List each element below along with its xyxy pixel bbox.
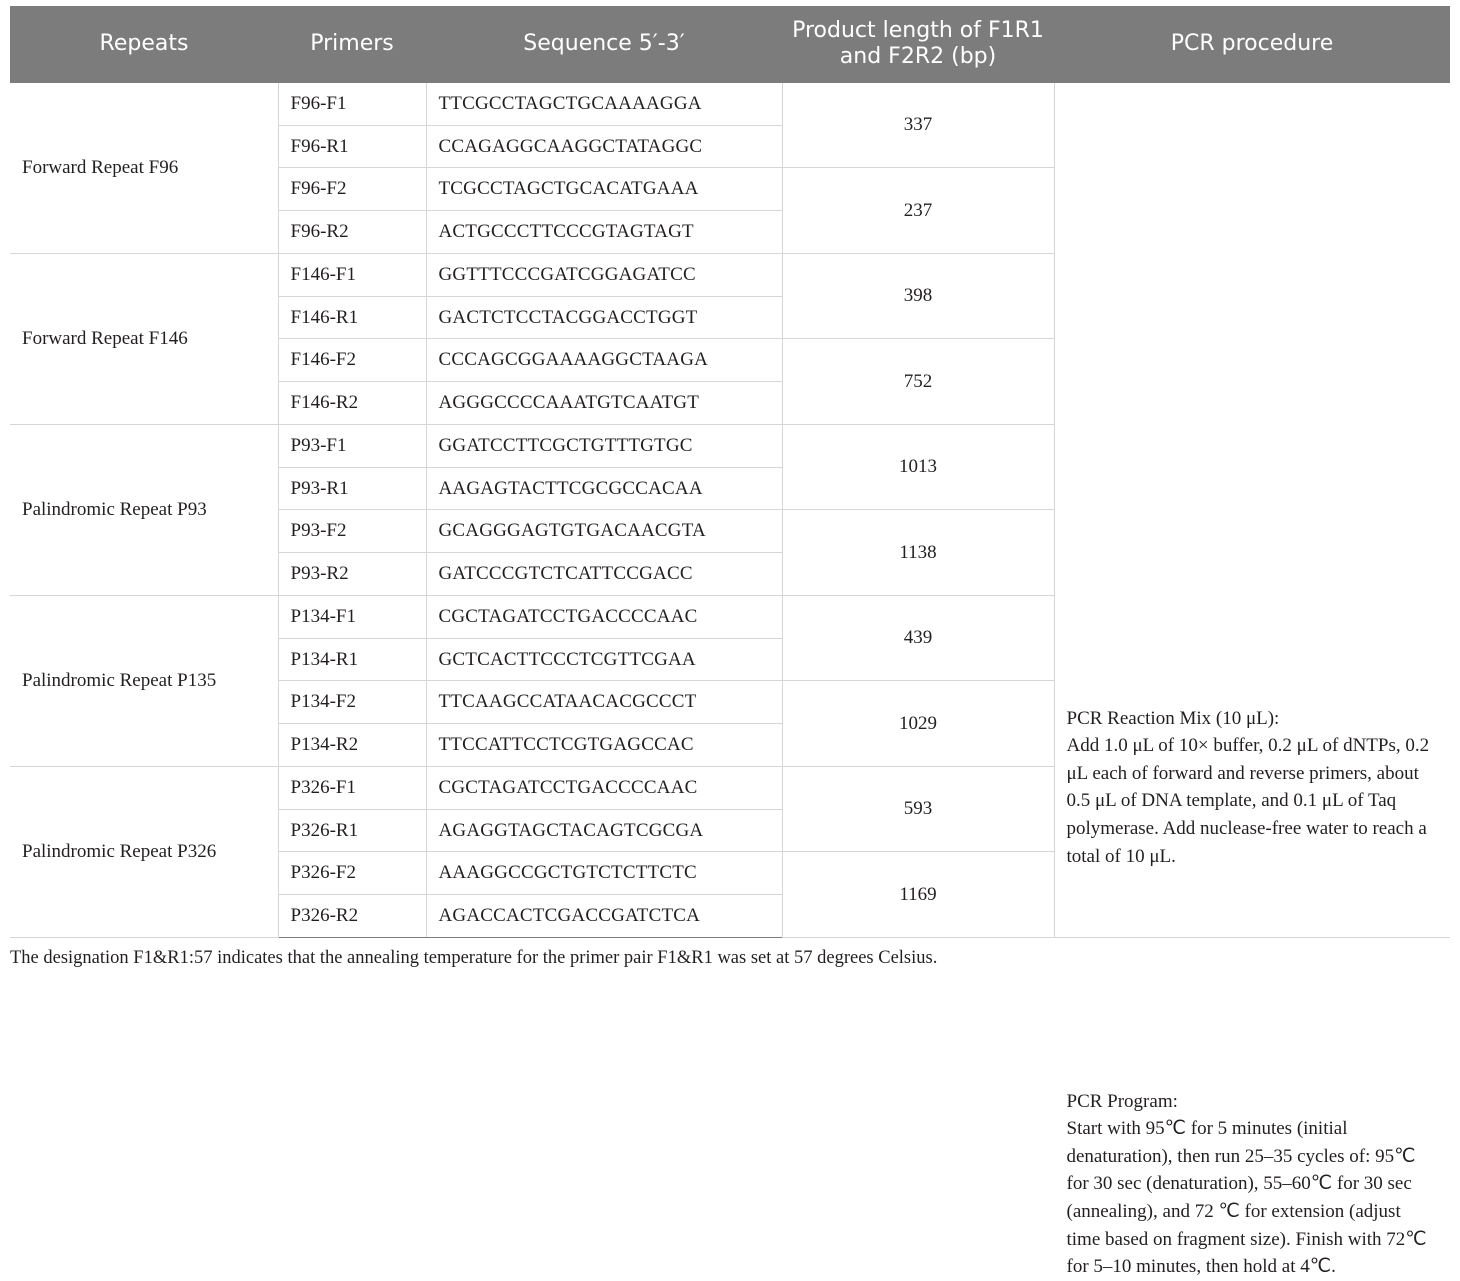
primer-name: P93-R2 (278, 553, 426, 596)
primer-name: F146-R2 (278, 382, 426, 425)
primer-sequence: TTCGCCTAGCTGCAAAAGGA (426, 83, 782, 125)
pcr-procedure-cell (1054, 83, 1450, 1278)
primer-name: P134-F2 (278, 681, 426, 724)
primer-sequence: AGAGGTAGCTACAGTCGCGA (426, 809, 782, 852)
primer-sequence: TTCCATTCCTCGTGAGCCAC (426, 724, 782, 767)
primer-name: P326-F1 (278, 766, 426, 809)
primer-name: F96-R2 (278, 211, 426, 254)
product-length: 1138 (782, 510, 1054, 596)
primer-sequence: GCTCACTTCCCTCGTTCGAA (426, 638, 782, 681)
primer-name: P134-F1 (278, 595, 426, 638)
primer-name: P326-F2 (278, 852, 426, 895)
table-row (10, 83, 1450, 125)
primer-sequence: GGATCCTTCGCTGTTTGTGC (426, 424, 782, 467)
column-header-sequence: Sequence 5′-3′ (426, 6, 782, 83)
primer-name: P93-F2 (278, 510, 426, 553)
column-header-primers: Primers (278, 6, 426, 83)
primer-name: F96-F1 (278, 83, 426, 125)
column-header-repeats: Repeats (10, 6, 278, 83)
primer-name: P93-F1 (278, 424, 426, 467)
primer-sequence: CGCTAGATCCTGACCCCAAC (426, 766, 782, 809)
primer-name: F146-F2 (278, 339, 426, 382)
product-length: 1169 (782, 852, 1054, 938)
primer-sequence: CCAGAGGCAAGGCTATAGGC (426, 125, 782, 168)
primer-sequence: AAAGGCCGCTGTCTCTTCTC (426, 852, 782, 895)
primer-name: F96-R1 (278, 125, 426, 168)
primer-name: F96-F2 (278, 168, 426, 211)
product-length: 1013 (782, 424, 1054, 510)
column-header-product-length: Product length of F1R1 and F2R2 (bp) (782, 6, 1054, 83)
primer-name: F146-F1 (278, 253, 426, 296)
product-length: 593 (782, 766, 1054, 852)
primer-sequence: AGACCACTCGACCGATCTCA (426, 895, 782, 938)
primer-sequence: GACTCTCCTACGGACCTGGT (426, 296, 782, 339)
primer-sequence: CCCAGCGGAAAAGGCTAAGA (426, 339, 782, 382)
repeat-name: Palindromic Repeat P326 (10, 766, 278, 937)
product-length: 752 (782, 339, 1054, 425)
product-length: 1029 (782, 681, 1054, 767)
table-header-row (10, 6, 1450, 83)
primer-name: F146-R1 (278, 296, 426, 339)
primer-name: P326-R1 (278, 809, 426, 852)
repeat-name: Palindromic Repeat P93 (10, 424, 278, 595)
repeat-name: Palindromic Repeat P135 (10, 595, 278, 766)
product-length: 337 (782, 83, 1054, 168)
pcr-reaction-mix-text: PCR Reaction Mix (10 μL): Add 1.0 μL of 10× buffer, 0.2 μL of dNTPs, 0.2 μL each of forward and reverse primers, about 0.5 μL of DNA template, and 0.1 μL of Taq polymerase. Add nuclease-free water to reach a total of 10 μL. (1066, 707, 1430, 867)
pcr-program-text: PCR Program: Start with 95℃ for 5 minutes (initial denaturation), then run 25–35 cycles of: 95℃ for 30 sec (denaturation), 55–60℃ for 30 sec (annealing), and 72 ℃ for extension (adjust time based on fragment size). Finish with 72℃ for 5–10 minutes, then hold at 4℃. (1066, 1090, 1427, 1278)
primer-sequence: AGGGCCCCAAATGTCAATGT (426, 382, 782, 425)
primer-sequence: ACTGCCCTTCCCGTAGTAGT (426, 211, 782, 254)
primer-sequence: TCGCCTAGCTGCACATGAAA (426, 168, 782, 211)
primer-name: P134-R2 (278, 724, 426, 767)
primer-name: P326-R2 (278, 895, 426, 938)
primer-name: P134-R1 (278, 638, 426, 681)
product-length: 439 (782, 595, 1054, 681)
column-header-pcr-procedure: PCR procedure (1054, 6, 1450, 83)
repeat-name: Forward Repeat F146 (10, 253, 278, 424)
primer-sequence: GATCCCGTCTCATTCCGACC (426, 553, 782, 596)
primer-sequence: TTCAAGCCATAACACGCCCT (426, 681, 782, 724)
primer-name: P93-R1 (278, 467, 426, 510)
product-length: 237 (782, 168, 1054, 254)
primer-sequence: CGCTAGATCCTGACCCCAAC (426, 595, 782, 638)
primer-sequence: AAGAGTACTTCGCGCCACAA (426, 467, 782, 510)
primer-sequence: GCAGGGAGTGTGACAACGTA (426, 510, 782, 553)
table-footnote: The designation F1&R1:57 indicates that the annealing temperature for the primer pair F1&R1 was set at 57 degrees Celsius. (10, 947, 938, 968)
repeat-name: Forward Repeat F96 (10, 83, 278, 254)
primer-sequence: GGTTTCCCGATCGGAGATCC (426, 253, 782, 296)
product-length: 398 (782, 253, 1054, 339)
